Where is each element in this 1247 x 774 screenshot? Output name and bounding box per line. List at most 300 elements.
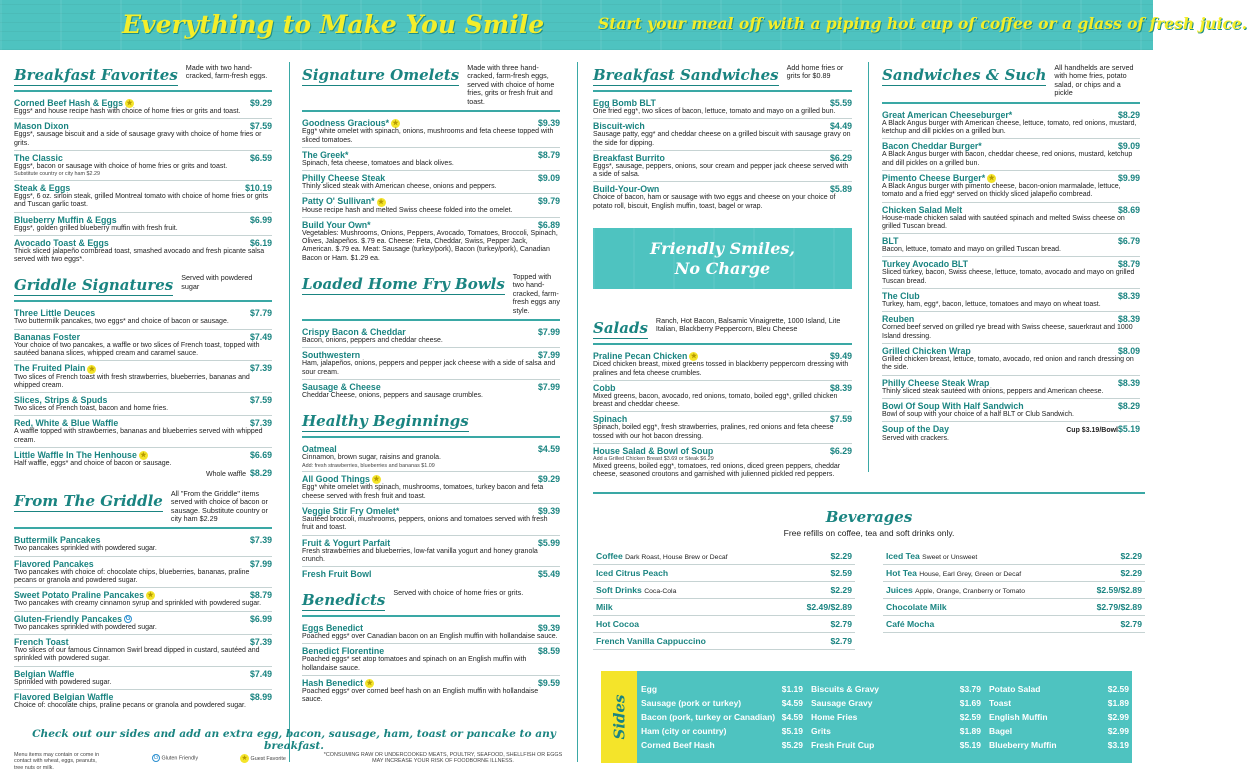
menu-item-name-text: Gluten-Friendly Pancakes [14,613,123,624]
side-price: $2.99 [1107,725,1129,736]
menu-item-addon: Add: fresh strawberries, blueberries and bananas $1.09 [302,462,435,469]
menu-item-name-text: Fruit & Yogurt Parfait [302,537,391,548]
menu-item-name-text: House Salad & Bowl of Soup [593,446,714,457]
side-item [641,711,803,725]
section-header [882,62,1140,98]
menu-item-addon: Add a Grilled Chicken Breast $3.69 or Steak $6.29 [593,456,714,463]
menu-item-name [14,669,74,679]
price-value: $7.99 [249,558,272,569]
menu-item [882,108,1140,140]
menu-item-name [882,236,898,246]
menu-item-desc: Two pancakes sprinkled with powdered sugar. [14,545,157,553]
section-note: Ranch, Hot Bacon, Balsamic Vinaigrette, 1000 Island, Lite Italian, Blackberry Peppercorn, Bleu Cheese [655,316,841,334]
menu-item-price [250,450,272,460]
beverages-title: Beverages [825,508,913,526]
beverage-desc: House, Earl Grey, Green or Decaf [919,571,1022,578]
menu-item-header [882,236,1140,246]
section-note: Made with two hand-cracked, farm-fresh eggs. [185,63,268,81]
menu-column-1 [14,62,272,718]
menu-item-header [302,382,560,392]
menu-section [14,488,272,712]
menu-item-name-text: Breakfast Burrito [593,152,665,163]
beverages-left-list [593,548,855,650]
sides-column [811,683,981,763]
star-icon: ★ [377,198,385,206]
menu-item-desc: Eggs*, golden grilled blueberry muffin with fresh fruit. [14,224,178,232]
menu-item [302,536,560,568]
menu-item-name [882,141,982,151]
price-value: $6.89 [537,219,560,230]
star-icon: ★ [147,592,154,600]
side-name: Biscuits & Gravy [811,684,880,694]
section-rule [302,319,560,321]
price-value: $9.29 [249,98,272,108]
menu-item-price [245,183,272,193]
menu-item-name [593,121,645,131]
menu-item-price [1118,110,1140,120]
menu-item [882,289,1140,312]
section-title: Breakfast Sandwiches [593,66,779,84]
beverage-row [593,616,855,633]
section-title: Signature Omelets [302,66,460,84]
menu-item-desc: Sliced turkey, bacon, Swiss cheese, lettuce, tomato, avocado and mayo on grilled Tuscan bread. [882,269,1135,285]
menu-section [593,315,852,481]
section-note: Made with three hand-cracked, farm-fresh eggs, served with choice of home fries, grits or fresh fruit and toast. [467,63,555,106]
beverage-price: $2.59 [830,568,852,578]
menu-item [302,442,560,472]
menu-item [302,194,560,217]
menu-item [302,325,560,348]
menu-item [14,151,272,181]
menu-item-name [14,395,107,405]
menu-item [302,116,560,148]
menu-item-desc: Bowl of soup with your choice of a half BLT or Club Sandwich. [882,410,1074,418]
menu-item [14,306,272,329]
menu-item-name-text: All Good Things [302,474,370,485]
side-price: $5.19 [959,739,981,750]
section-rule [14,90,272,92]
beverage-row [883,616,1145,633]
section-note: Served with powdered sugar [181,273,253,291]
menu-item-name-text: Soup of the Day [882,424,949,435]
menu-item-desc: Eggs*, sausage, peppers, onions, sour cream and pepper jack cheese served with a side of salsa. [593,162,849,179]
menu-item-price [250,535,272,545]
menu-item-desc: Ham, jalapeños, onions, peppers and pepper jack cheese with a side of salsa and sour cream. [302,360,556,376]
menu-item-price [1118,378,1140,388]
menu-item-price [1118,291,1140,301]
beverage-price: $2.79 [1120,619,1142,629]
side-item [641,725,803,739]
menu-item-name [14,215,117,225]
price-value: $8.39 [829,382,852,393]
side-item [989,697,1129,711]
menu-item-price [250,637,272,647]
price-value: $9.09 [537,173,560,184]
menu-item-name-text: Spinach [593,414,628,425]
menu-item-price [538,196,560,206]
menu-item-price [830,383,852,393]
side-name: Egg [641,684,658,694]
menu-item-name-text: Little Waffle In The Henhouse [14,449,137,460]
price-value: $8.39 [1117,291,1140,302]
menu-item-name [302,196,386,206]
price-value: $9.59 [537,678,560,688]
smiles-line-2: No Charge [674,258,771,278]
price-value: $9.49 [829,351,852,362]
menu-item-desc: Sautéed broccoli, mushrooms, peppers, onions and tomatoes served with fresh fruit and toast. [302,515,548,532]
side-item [641,683,803,697]
menu-item-name-text: Grilled Chicken Wrap [882,345,971,356]
price-value: $4.59 [537,444,560,455]
menu-item-header [302,196,560,206]
menu-item [302,348,560,380]
side-item [811,683,981,697]
menu-item-header [302,150,560,160]
food-warning: *CONSUMING RAW OR UNDERCOOKED MEATS, POULTRY, SEAFOOD, SHELLFISH OR EGGS MAY INCREASE YOUR RISK OF FOODBORNE ILLNESS. [323,752,563,765]
menu-section [14,62,272,266]
menu-item-desc: Cheddar Cheese, onions, peppers and sausage crumbles. [302,391,483,399]
menu-item-header [14,450,272,460]
menu-item-name-text: Turkey Avocado BLT [882,259,969,270]
gluten-legend: G Gluten Friendly [153,755,199,762]
menu-column-4 [882,62,1140,452]
price-value: $7.59 [829,414,852,425]
menu-item-header [14,98,272,108]
menu-item-name-text: Oatmeal [302,444,337,455]
side-name: Potato Salad [989,684,1041,694]
beverage-name-text: Juices [886,585,913,595]
menu-item-name-text: Pimento Cheese Burger* [882,172,986,183]
section-title: Griddle Signatures [14,276,174,295]
side-price: $3.19 [1107,739,1129,750]
menu-item-name [882,110,1012,120]
menu-item [14,667,272,690]
menu-item-header [14,215,272,225]
price-value: $8.59 [537,646,560,657]
price-value: $9.79 [537,196,560,207]
menu-item-addon: Substitute country or city ham $2.29 [14,171,100,178]
menu-item-price [250,98,272,108]
menu-item-price [538,150,560,160]
side-price: $2.59 [1107,684,1129,694]
beverage-desc: Sweet or Unsweet [922,554,978,561]
price-value: $9.09 [1117,141,1140,152]
menu-item [593,119,852,151]
side-name: Ham (city or country) [641,725,727,736]
price-value: $5.59 [829,98,852,108]
menu-item-desc: Sprinkled with powdered sugar. [14,678,112,686]
price-value: $7.99 [537,350,560,361]
price-value: $6.79 [1117,236,1140,247]
menu-item-name-text: Benedict Florentine [302,646,385,657]
menu-item-name [14,418,118,428]
menu-item-name-text: Steak & Eggs [14,182,71,193]
menu-item-price [538,382,560,392]
beverages-divider [593,492,1145,494]
menu-item-price [538,327,560,337]
beverage-name [596,619,639,629]
menu-item-name [14,637,69,647]
banner-headline: Everything to Make You Smile [122,10,545,39]
menu-item-name-text: Patty O' Sullivan* [302,196,375,207]
menu-item [882,422,1140,446]
section-title: Sandwiches & Such [882,66,1047,84]
menu-item-desc: Spinach, feta cheese, tomatoes and black olives. [302,159,454,167]
price-value: $8.69 [1117,204,1140,215]
menu-item-desc: One fried egg*, two slices of bacon, lettuce, tomato and mayo on a grilled bun. [593,108,836,115]
beverage-name [596,636,706,646]
beverage-name [886,551,977,561]
menu-item [302,148,560,171]
section-title: From The Griddle [14,491,163,510]
menu-item-name [882,291,920,301]
menu-item-header [882,291,1140,301]
menu-item-name [302,220,371,230]
menu-item-name-text: Bananas Foster [14,331,80,342]
menu-item-header [14,153,272,163]
menu-item-desc: Choice of: chocolate chips, praline pecans or granola and powdered sugar. [14,701,246,709]
menu-item-desc: Thinly sliced steak sautéed with onions, peppers and American cheese. [882,387,1104,395]
side-price: $5.29 [781,739,803,750]
menu-item-header [882,141,1140,151]
menu-item-desc: Fresh strawberries and blueberries, low-fat vanilla yogurt and honey granola crunch. [302,547,538,563]
menu-item [882,344,1140,376]
price-value: $4.49 [829,121,852,132]
menu-item-header [14,183,272,193]
menu-item [14,96,272,119]
price-value: $6.59 [249,153,272,164]
side-name: Blueberry Muffin [989,739,1057,750]
menu-item-desc: Two slices of our famous Cinnamon Swirl bread dipped in custard, sautéed and sprinkled with powdered sugar. [14,647,260,663]
menu-item-name [302,538,390,548]
menu-item [882,139,1140,171]
menu-item [302,644,560,676]
price-value: $8.79 [249,590,272,601]
side-price: $1.89 [1107,697,1129,708]
menu-item-name-text: Egg Bomb BLT [593,98,656,108]
menu-item-price [538,220,560,230]
menu-item-name [882,259,968,269]
menu-item [593,349,852,381]
menu-item-name-text: Red, White & Blue Waffle [14,418,119,429]
menu-item-name-text: Philly Cheese Steak [302,173,386,184]
price-value: $9.39 [537,623,560,634]
star-icon: ★ [140,452,147,460]
menu-item [302,504,560,536]
star-icon: ★ [126,100,133,108]
menu-item-header [302,444,560,454]
price-value: $8.29 [1117,109,1140,120]
section-header [302,408,560,432]
menu-item-header [14,692,272,702]
menu-item [302,380,560,402]
side-price: $1.19 [781,684,803,694]
menu-item-name-text: Bowl Of Soup With Half Sandwich [882,400,1024,411]
menu-item-name [882,314,914,324]
menu-item [14,635,272,667]
menu-item [302,567,560,581]
menu-item-name-text: Three Little Deuces [14,308,96,319]
menu-item-name-text: Great American Cheeseburger* [882,109,1013,120]
menu-item-desc: Bacon, onions, peppers and cheddar cheese. [302,337,443,345]
menu-item-name [302,474,381,484]
menu-item-price [1118,314,1140,324]
menu-item-header [882,173,1140,183]
menu-item-price [830,184,852,194]
menu-item-header [593,153,852,163]
menu-item-header [14,590,272,600]
section-note: Add home fries or grits for $0.89 [786,63,844,81]
menu-item [14,236,272,267]
menu-item-price [538,118,560,128]
menu-item-desc: A Black Angus burger with pimento cheese, bacon-onion marmalade, lettuce, tomato and a fried egg* served on thickly sliced jalapeño cornbread. [882,182,1121,199]
menu-item-desc: House-made chicken salad with sautéed spinach and melted Swiss cheese on grilled Tuscan bread. [882,214,1125,230]
price-value: $5.89 [829,184,852,195]
section-rule [14,300,272,302]
menu-item-price [538,350,560,360]
menu-item-header [882,314,1140,324]
menu-item-price [1118,173,1140,183]
menu-item-desc: Two slices of French toast, bacon and home fries. [14,405,169,413]
menu-item-desc: Spinach, boiled egg*, fresh strawberries, pralines, red onions and feta cheese tossed with our hot bacon dressing. [593,424,834,440]
section-header [14,272,272,296]
menu-item-name [302,569,371,579]
menu-item-desc: A waffle topped with strawberries, bananas and blueberries served with whipped cream. [14,428,263,444]
menu-item-name [882,205,962,215]
price-value: $7.59 [249,121,272,132]
beverage-name-text: Hot Cocoa [596,619,639,629]
menu-item [14,361,272,393]
menu-item-price [250,332,272,342]
menu-item [882,312,1140,344]
gluten-icon: G [125,616,131,623]
side-item [989,711,1129,725]
beverage-name [596,551,728,561]
menu-item-header [14,614,272,624]
menu-section [593,62,852,213]
menu-item-header [14,418,272,428]
section-header [593,315,852,339]
menu-item-price [250,418,272,428]
menu-item [302,218,560,265]
menu-item-name-text: Philly Cheese Steak Wrap [882,377,990,388]
side-name: Corned Beef Hash [641,739,715,750]
section-rule [302,436,560,438]
menu-item [302,472,560,504]
side-item [641,739,803,753]
menu-item-name-text: Corned Beef Hash & Eggs [14,98,124,108]
menu-item-desc: Two pancakes sprinkled with powdered sugar. [14,623,157,631]
menu-item-name-text: Sweet Potato Praline Pancakes [14,590,145,601]
section-header [593,62,852,86]
menu-item-desc: Half waffle, eggs* and choice of bacon or sausage. [14,460,172,468]
menu-item-name [302,646,384,656]
gluten-icon: G [153,755,159,761]
side-item [989,739,1129,753]
menu-column-2 [302,62,560,713]
menu-item [14,181,272,213]
menu-item-name [593,446,713,456]
menu-item-price [250,121,272,131]
menu-item [14,119,272,151]
beverage-name [596,585,676,595]
menu-item-header [882,424,1140,435]
menu-item-price [1118,236,1140,246]
menu-item [302,676,560,707]
menu-item-name-text: The Fruited Plain [14,363,86,374]
section-note: All handhelds are served with home fries, potato salad, or chips and a pickle [1054,63,1134,98]
side-item [811,697,981,711]
beverage-price: $2.29 [830,585,852,595]
side-price: $1.69 [959,697,981,708]
price-value: $8.99 [249,691,272,702]
menu-item-name-text: Praline Pecan Chicken [593,351,688,362]
section-title: Salads [593,319,648,338]
menu-item-header [302,646,560,656]
menu-item-desc: Egg* white omelet with spinach, onions, mushrooms and feta cheese topped with sliced tomatoes. [302,128,554,144]
menu-item-desc: Two pancakes with creamy cinnamon syrup and sprinkled with powdered sugar. [14,600,262,608]
price-value: $9.39 [537,118,560,129]
section-rule [593,343,852,345]
menu-item-price [830,414,852,424]
footer-tagline: Check out our sides and add an extra egg, bacon, sausage, ham, toast or pancake to any breakfast. [32,728,556,752]
section-title: Healthy Beginnings [302,412,469,431]
menu-item-price [1118,205,1140,215]
section-rule [593,90,852,92]
menu-item-name [302,118,400,128]
price-value: $7.99 [537,381,560,392]
beverage-row [593,582,855,599]
banner-tagline: Start your meal off with a piping hot cup of coffee or a glass of fresh juice. [598,14,1247,33]
beverage-row [883,548,1145,565]
menu-item-name [882,378,989,388]
menu-item-name [302,173,385,183]
extra-option [14,468,272,479]
menu-item-price [250,153,272,163]
section-rule [302,110,560,112]
beverage-name [886,585,1025,595]
price-value: $5.19 [1117,424,1140,435]
menu-item-price [830,98,852,108]
menu-item-name [302,444,337,454]
price-value: $7.99 [537,327,560,338]
menu-item-header [14,363,272,373]
menu-item-name-text: Avocado Toast & Eggs [14,237,109,248]
menu-item-name-text: Build-Your-Own [593,184,660,195]
column-divider [577,62,578,762]
star-icon: ★ [988,174,995,182]
section-rule [302,615,560,617]
menu-item-price [1118,141,1140,151]
side-price: $4.59 [781,711,803,722]
menu-item-name [14,308,95,318]
menu-item-desc: Sausage patty, egg* and cheddar cheese on a grilled biscuit with sausage gravy on the side for dipping. [593,131,851,147]
menu-item-name-text: Cobb [593,382,616,393]
menu-item [302,171,560,194]
side-name: Sausage Gravy [811,697,873,708]
menu-section [302,62,560,265]
beverage-desc: Coca-Cola [644,588,677,595]
side-price: $2.59 [959,711,981,722]
menu-item-desc: Thinly sliced steak with American cheese, onions and peppers. [302,183,497,191]
menu-item-header [302,220,560,230]
side-price: $1.89 [959,725,981,736]
menu-item-desc: Vegetables: Mushrooms, Onions, Peppers, Avocado, Tomatoes, Broccoli, Spinach, Olives, Jalapeños. $.79 ea. Cheese: Feta, Cheddar, Swiss, Pepper Jack, American. $.79 ea. Meat: Sausage (turkey/pork), Bacon (turkey/pork), Canadian Bacon or Ham. $1.29 ea. [302,229,558,262]
menu-item [14,612,272,635]
beverages-section [593,508,1145,650]
menu-item-name [593,98,656,108]
menu-item-name [14,153,63,163]
